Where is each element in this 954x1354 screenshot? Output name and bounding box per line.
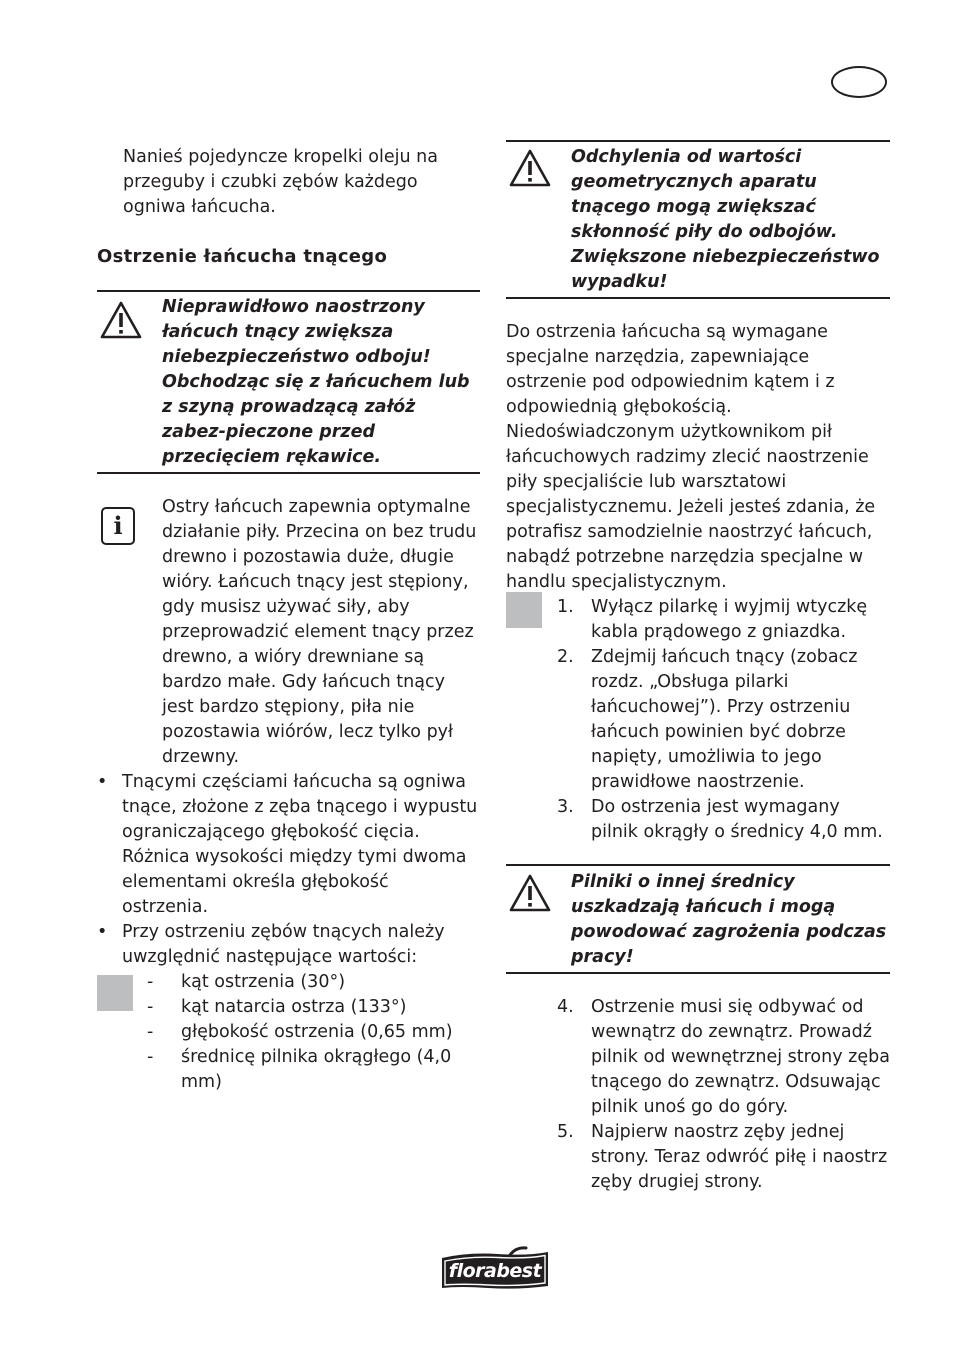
- list-item: - kąt natarcia ostrza (133°): [147, 997, 407, 1017]
- warning-bottom-rule: [97, 472, 480, 474]
- warning-top-rule: [97, 290, 480, 292]
- florabest-logo: [438, 1246, 552, 1290]
- info-paragraph: Ostry łańcuch zapewnia optymalne działanie piły. Przecina on bez trudu drewno i pozostawia duże, długie wióry. Łańcuch tnący jest stępiony, gdy musisz używać siły, aby przeprowadzić element tnący przez drewno, a wióry drewniane są bardzo małe. Gdy łańcuch tnący jest bardzo stępiony, piła nie pozostawia wiórów, lecz tylko pył drzewny.: [162, 497, 477, 767]
- bullet-list: [97, 770, 480, 970]
- language-marker: [831, 66, 887, 98]
- list-item: 5. Najpierw naostrz zęby jednej strony. Teraz odwróć piłę i naostrz zęby drugiej strony.: [557, 1122, 888, 1192]
- list-item: 2. Zdejmij łańcuch tnący (zobacz rozdz. „Obsługa pilarki łańcuchowej”). Przy ostrzeniu łańcuch powinien być dobrze napięty, umożliwia to jego prawidłowe naostrzenie.: [557, 647, 858, 792]
- warning-triangle-icon: [508, 148, 552, 188]
- warning-top-rule: [506, 140, 890, 142]
- warning-file-diameter: Pilniki o innej średnicy uszkadzają łańcuch i mogą powodować zagrożenia podczas pracy!: [571, 872, 887, 967]
- info-icon: i: [101, 507, 135, 545]
- warning-triangle-icon: [99, 300, 143, 340]
- list-item: 1. Wyłącz pilarkę i wyjmij wtyczkę kabla prądowego z gniazdka.: [557, 597, 868, 642]
- warning-geometry: Odchylenia od wartości geometrycznych aparatu tnącego mogą zwiększać skłonność piły do odbojów. Zwiększone niebezpieczeństwo wypadku!: [571, 147, 880, 292]
- list-item: • Tnącymi częściami łańcucha są ogniwa tnące, złożone z zęba tnącego i wypustu ograniczającego głębokość cięcia. Różnica wysokości między tymi dwoma elementami określa głębokość ostrzenia.: [97, 772, 478, 917]
- steps-list-2: [557, 995, 890, 1195]
- warning-triangle-icon: [508, 873, 552, 913]
- steps-list-1: [557, 595, 890, 845]
- warning-bottom-rule: [506, 972, 890, 974]
- list-item: • Przy ostrzeniu zębów tnących należy uwzględnić następujące wartości:: [97, 922, 445, 967]
- list-item: 3. Do ostrzenia jest wymagany pilnik okrągły o średnicy 4,0 mm.: [557, 797, 883, 842]
- section-heading: Ostrzenie łańcucha tnącego: [97, 246, 388, 267]
- list-item: 4. Ostrzenie musi się odbywać od wewnątrz do zewnątrz. Prowadź pilnik od wewnętrznej strony zęba tnącego do zewnątrz. Odsuwając pilnik unoś go do góry.: [557, 997, 890, 1117]
- step-marker-box: [506, 592, 542, 628]
- list-item: - kąt ostrzenia (30°): [147, 972, 346, 992]
- list-item: - średnicę pilnika okrągłego (4,0 mm): [147, 1047, 452, 1092]
- warning-bottom-rule: [506, 297, 890, 299]
- tools-paragraph: Do ostrzenia łańcucha są wymagane specjalne narzędzia, zapewniające ostrzenie pod odpowiednim kątem i z odpowiednią głębokością. Niedoświadczonym użytkownikom pił łańcuchowych radzimy zlecić naostrzenie piły specjaliście lub warsztatowi specjalistycznemu. Jeżeli jesteś zdania, że potrafisz samodzielnie naostrzyć łańcuch, nabądź potrzebne narzędzia specjalne w handlu specjalistycznym.: [506, 322, 876, 592]
- warning-top-rule: [506, 864, 890, 866]
- intro-paragraph: Nanieś pojedyncze kropelki oleju na przeguby i czubki zębów każdego ogniwa łańcucha.: [123, 147, 438, 217]
- list-item: - głębokość ostrzenia (0,65 mm): [147, 1022, 453, 1042]
- values-list: [147, 970, 467, 1095]
- logo-text: florabest: [448, 1260, 542, 1282]
- warning-kickback: Nieprawidłowo naostrzony łańcuch tnący zwiększa niebezpieczeństwo odboju! Obchodząc się z łańcuchem lub z szyną prowadzącą załóż zabez-pieczone przed przecięciem rękawice.: [162, 297, 470, 467]
- step-marker-box: [97, 975, 133, 1011]
